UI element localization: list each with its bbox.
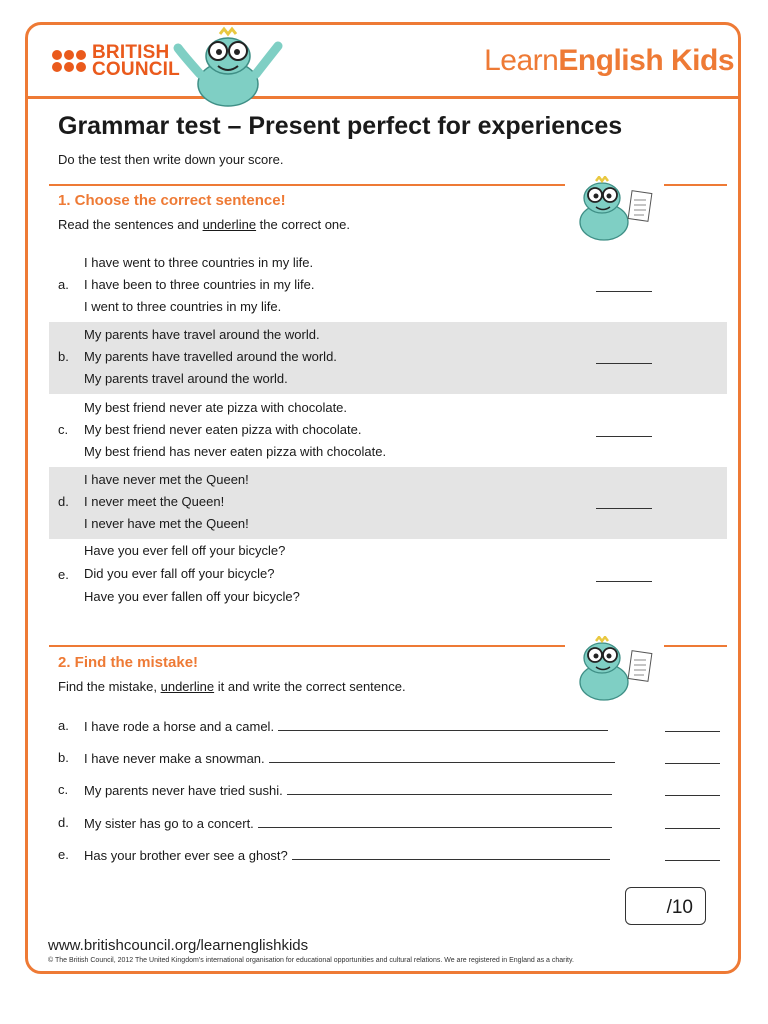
question-row-b bbox=[49, 322, 727, 394]
option[interactable]: Have you ever fallen off your bicycle? bbox=[84, 589, 300, 604]
question-letter: c. bbox=[58, 422, 69, 437]
item-line bbox=[84, 847, 610, 863]
option[interactable]: My best friend never ate pizza with chocolate. bbox=[84, 400, 348, 415]
answer-blank[interactable] bbox=[596, 279, 652, 292]
learnenglish-kids-logo bbox=[484, 44, 734, 78]
footer-url[interactable]: www.britishcouncil.org/learnenglishkids bbox=[48, 937, 309, 954]
mark-blank[interactable] bbox=[665, 782, 720, 796]
item-letter: a. bbox=[58, 718, 69, 733]
item-line bbox=[84, 782, 612, 798]
mistake-item-c bbox=[49, 782, 727, 802]
item-sentence[interactable]: I have never make a snowman. bbox=[84, 751, 265, 766]
option[interactable]: My best friend never eaten pizza with chocolate. bbox=[84, 422, 362, 437]
item-letter: b. bbox=[58, 750, 69, 765]
section1-instruction: Read the sentences and underline the correct one. bbox=[58, 217, 351, 232]
item-sentence[interactable]: Has your brother ever see a ghost? bbox=[84, 848, 288, 863]
logo-english-kids: English Kids bbox=[558, 44, 734, 77]
question-row-c bbox=[49, 395, 727, 467]
footer-copyright: © The British Council, 2012 The United Kingdom’s international organisation for educational opportunities and cultural relations. We are registered in England as a charity. bbox=[48, 957, 574, 964]
item-letter: e. bbox=[58, 847, 69, 862]
answer-blank[interactable] bbox=[596, 424, 652, 437]
answer-blank[interactable] bbox=[596, 569, 652, 582]
section2-rule-right bbox=[664, 645, 727, 647]
question-row-d bbox=[49, 467, 727, 539]
logo-dots-icon bbox=[52, 50, 86, 72]
question-row-a bbox=[49, 250, 727, 322]
item-letter: c. bbox=[58, 782, 69, 797]
item-line bbox=[84, 718, 608, 734]
answer-blank[interactable] bbox=[596, 351, 652, 364]
option[interactable]: My parents travel around the world. bbox=[84, 371, 288, 386]
section2-heading: 2. Find the mistake! bbox=[58, 654, 199, 671]
underline-word: underline bbox=[160, 679, 215, 694]
correction-line[interactable] bbox=[258, 815, 612, 828]
question-row-e bbox=[49, 540, 727, 612]
section1-rule-right bbox=[664, 184, 727, 186]
page-subtitle: Do the test then write down your score. bbox=[58, 152, 284, 167]
logo-learn: Learn bbox=[484, 44, 559, 77]
item-sentence[interactable]: I have rode a horse and a camel. bbox=[84, 719, 275, 734]
question-letter: e. bbox=[58, 567, 69, 582]
option[interactable]: I have been to three countries in my life. bbox=[84, 277, 315, 292]
item-line bbox=[84, 815, 612, 831]
item-sentence[interactable]: My sister has go to a concert. bbox=[84, 816, 254, 831]
item-line bbox=[84, 750, 615, 766]
underline-word: underline bbox=[202, 217, 257, 232]
correction-line[interactable] bbox=[278, 718, 608, 731]
option[interactable]: My best friend has never eaten pizza with chocolate. bbox=[84, 444, 387, 459]
question-letter: b. bbox=[58, 349, 69, 364]
option[interactable]: I went to three countries in my life. bbox=[84, 299, 282, 314]
item-sentence[interactable]: My parents never have tried sushi. bbox=[84, 783, 283, 798]
mark-blank[interactable] bbox=[665, 750, 720, 764]
correction-line[interactable] bbox=[269, 750, 615, 763]
correction-line[interactable] bbox=[287, 782, 612, 795]
mark-blank[interactable] bbox=[665, 847, 720, 861]
option[interactable]: I never meet the Queen! bbox=[84, 494, 225, 509]
mark-blank[interactable] bbox=[665, 815, 720, 829]
brand-line2: COUNCIL bbox=[92, 59, 180, 80]
monster-reading-icon bbox=[568, 176, 658, 244]
section2-rule-left bbox=[49, 645, 565, 647]
option[interactable]: I have went to three countries in my life. bbox=[84, 255, 314, 270]
section1-rule-left bbox=[49, 184, 565, 186]
mistake-item-e bbox=[49, 847, 727, 867]
option[interactable]: I never have met the Queen! bbox=[84, 516, 249, 531]
monster-reading-icon bbox=[568, 636, 658, 704]
mark-blank[interactable] bbox=[665, 718, 720, 732]
option[interactable]: I have never met the Queen! bbox=[84, 472, 249, 487]
brand-line1: BRITISH bbox=[92, 42, 170, 63]
mistake-item-d bbox=[49, 815, 727, 835]
question-letter: d. bbox=[58, 494, 69, 509]
option[interactable]: My parents have travel around the world. bbox=[84, 327, 320, 342]
british-council-logo bbox=[52, 44, 180, 78]
option[interactable]: Have you ever fell off your bicycle? bbox=[84, 543, 286, 558]
monster-mascot-icon bbox=[170, 26, 286, 108]
header-divider bbox=[25, 96, 741, 99]
option[interactable]: My parents have travelled around the world. bbox=[84, 349, 337, 364]
question-letter: a. bbox=[58, 277, 69, 292]
item-letter: d. bbox=[58, 815, 69, 830]
score-total: /10 bbox=[666, 897, 693, 918]
mistake-item-b bbox=[49, 750, 727, 770]
score-box[interactable] bbox=[625, 887, 706, 925]
page-title: Grammar test – Present perfect for experiences bbox=[58, 112, 623, 140]
option[interactable]: Did you ever fall off your bicycle? bbox=[84, 566, 275, 581]
mistake-item-a bbox=[49, 718, 727, 738]
answer-blank[interactable] bbox=[596, 496, 652, 509]
section1-heading: 1. Choose the correct sentence! bbox=[58, 192, 286, 209]
section2-instruction: Find the mistake, underline it and write the correct sentence. bbox=[58, 679, 406, 694]
correction-line[interactable] bbox=[292, 847, 610, 860]
